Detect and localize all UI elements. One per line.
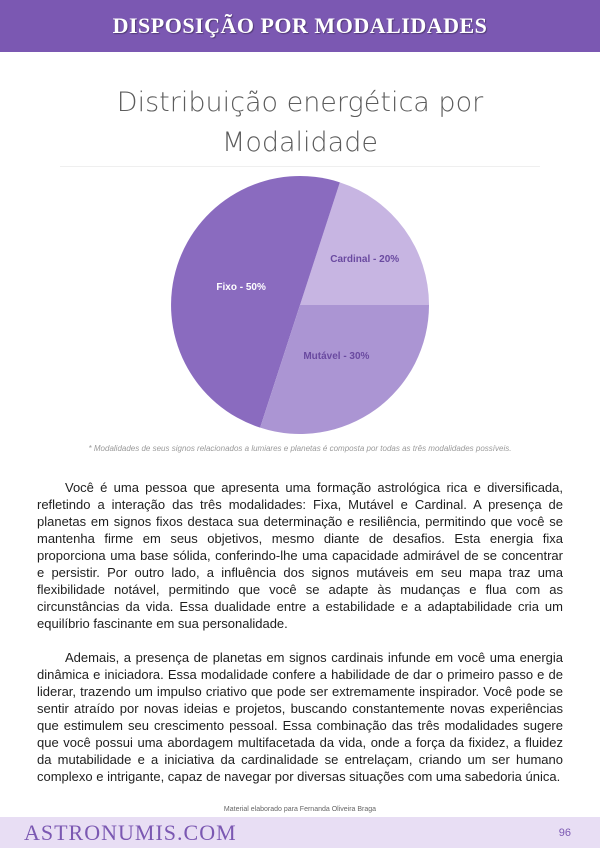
pie-label-fixo: Fixo - 50% [216,281,266,293]
pie-label-mutavel: Mutável - 30% [303,351,370,363]
header-title: DISPOSIÇÃO POR MODALIDADES [112,13,488,38]
paragraph-2: Ademais, a presença de planetas em signos cardinais infunde em você uma energia dinâmica e iniciadora. Essa modalidade confere a habilidade de dar o primeiro passo e de liderar, trazendo um impulso criativo que pode ser extremamente inspirador. Você pode se sentir atraído por novas ideias e projetos, buscando constantemente novas experiências que estimulem seu crescimento pessoal. Essa combinação das três modalidades sugere que você possui uma abordagem multifacetada da vida, onde a força da fixidez, a fluidez da mutabilidade e a iniciativa da cardinalidade se entrelaçam, criando um ser humano complexo e intrigante, capaz de navegar por diversas situações com uma sabedoria única. [37,650,563,784]
chart-title: Distribuição energética por Modalidade [116,87,484,158]
brand-logo[interactable]: ASTRONUMIS.COM [24,820,237,845]
footer-note: Material elaborado para Fernanda Oliveira Braga [223,806,377,813]
page-number: 96 [558,827,571,839]
footer-bar [0,817,600,848]
chart-footnote: * Modalidades de seus signos relacionados a lumiares e planetas é composta por todas as três modalidades possíveis. [88,444,512,453]
pie-label-cardinal: Cardinal - 20% [330,253,400,265]
paragraph-1: Você é uma pessoa que apresenta uma formação astrológica rica e diversificada, refletindo a interação das três modalidades: Fixa, Mutável e Cardinal. A presença de planetas em signos fixos destaca sua determinação e resiliência, permitindo que você se mantenha firme em seus objetivos, mesmo diante de desafios. Esta energia fixa proporciona uma base sólida, conferindo-lhe uma capacidade admirável de se concentrar e persistir. Por outro lado, a influência dos signos mutáveis em seu mapa traz uma flexibilidade notável, permitindo que você se adapte às mudanças e flua com as circunstâncias da vida. Essa dualidade entre a estabilidade e a adaptabilidade cria um equilíbrio fascinante em sua personalidade. [37,480,563,631]
